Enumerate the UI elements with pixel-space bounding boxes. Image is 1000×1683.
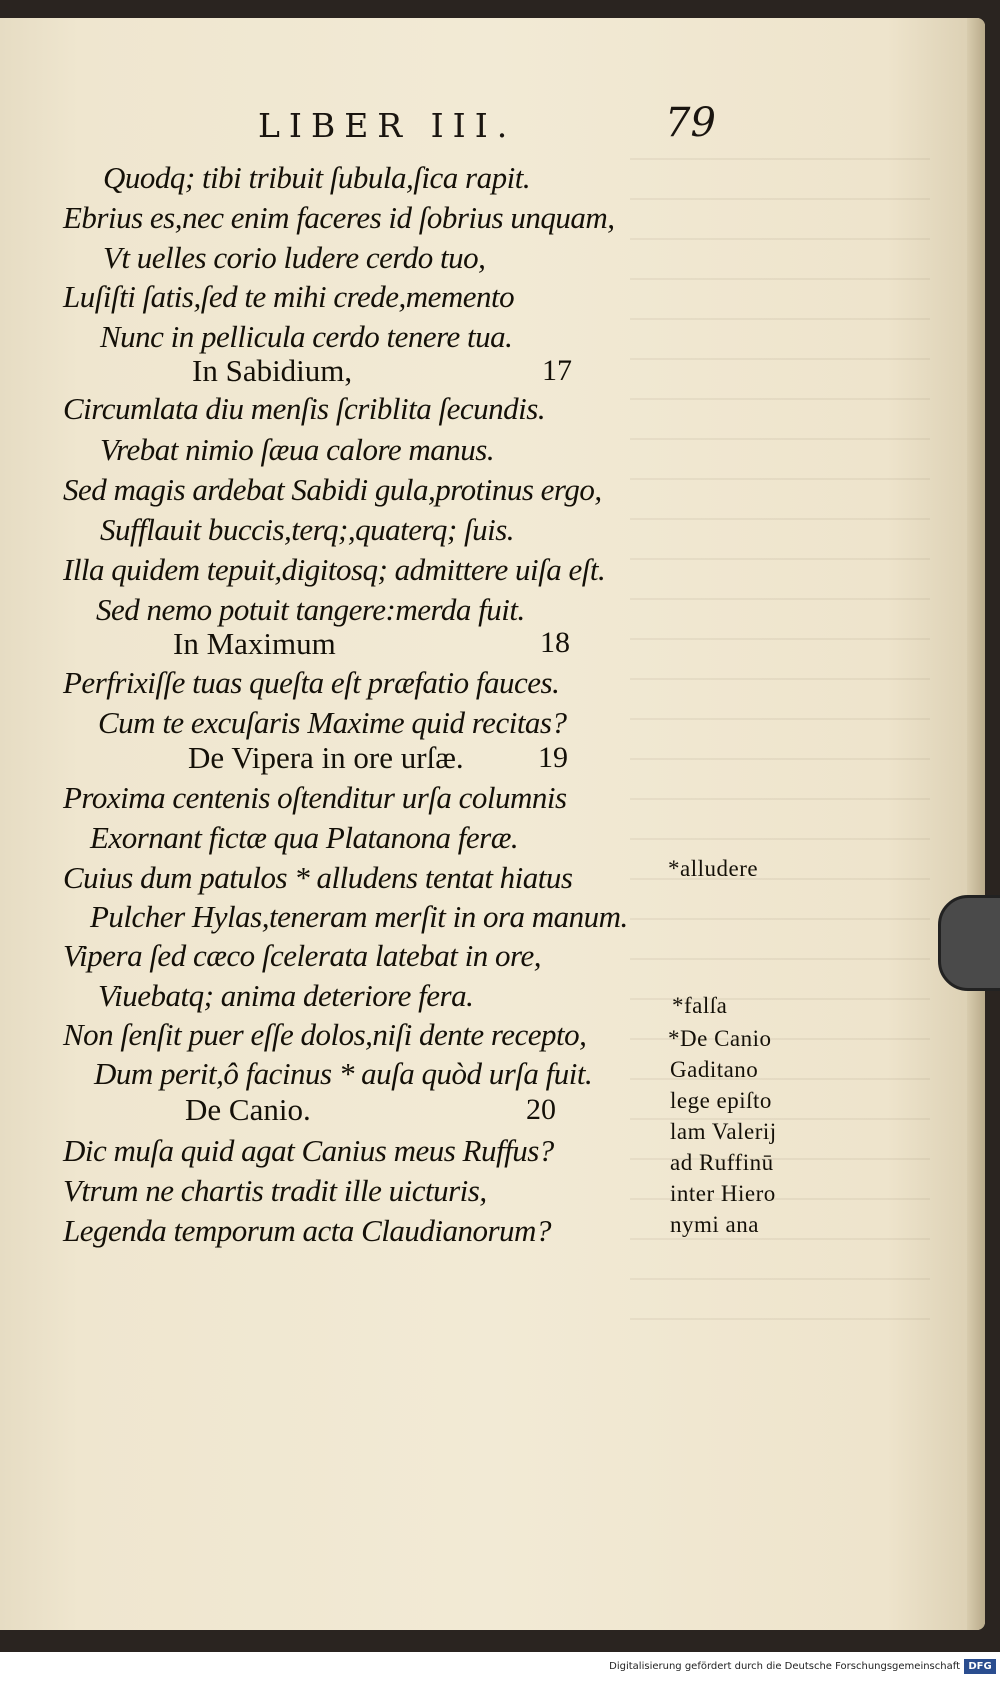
margin-note: inter Hiero	[670, 1181, 776, 1206]
text-line: Legenda temporum acta Claudianorum?	[63, 1213, 551, 1248]
epigram-title: De Canio.	[185, 1092, 311, 1127]
margin-note: ad Ruffinū	[670, 1150, 774, 1175]
epigram-title: In Sabidium,	[192, 353, 353, 388]
show-through	[630, 128, 930, 1328]
margin-note: *alludere	[668, 856, 759, 881]
margin-note: *falſa	[672, 993, 728, 1018]
footer-bar	[0, 1652, 1000, 1683]
page-header	[0, 100, 1000, 156]
epigram-title: De Vipera in ore urſæ.	[188, 740, 464, 775]
text-line: Vrebat nimio ſæua calore manus.	[100, 432, 495, 467]
book-page	[0, 18, 985, 1630]
epigram-number: 17	[542, 354, 572, 387]
running-head: LIBER III.	[258, 106, 517, 145]
margin-note: nymi ana	[670, 1212, 759, 1237]
margin-note: *De Canio	[668, 1026, 772, 1051]
text-line: Viuebatq; anima deteriore fera.	[98, 978, 474, 1013]
text-line: Sed nemo potuit tangere:merda fuit.	[96, 592, 525, 627]
epigram-number: 18	[540, 626, 570, 659]
text-line: Illa quidem tepuit,digitosq; admittere uiſa eſt.	[63, 552, 606, 587]
text-line: Dum perit,ô facinus * auſa quòd urſa fuit.	[94, 1056, 593, 1091]
funding-credit: Digitalisierung gefördert durch die Deutsche Forschungsgemeinschaft	[609, 1661, 960, 1672]
text-line: Perfrixiſſe tuas queſta eſt præfatio fauces.	[63, 665, 560, 700]
text-line: Circumlata diu menſis ſcriblita ſecundis.	[63, 391, 546, 426]
text-line: Luſiſti ſatis,ſed te mihi crede,memento	[63, 279, 515, 314]
text-line: Non ſenſit puer eſſe dolos,niſi dente recepto,	[63, 1017, 587, 1052]
page-number: 79	[665, 100, 716, 146]
text-line: Vt uelles corio ludere cerdo tuo,	[103, 240, 486, 275]
text-line: Sed magis ardebat Sabidi gula,protinus ergo,	[63, 472, 602, 507]
epigram-number: 20	[526, 1093, 556, 1126]
text-line: Nunc in pellicula cerdo tenere tua.	[100, 319, 513, 354]
book-clasp	[938, 895, 1000, 991]
page-edge	[967, 18, 985, 1630]
text-line: Dic muſa quid agat Canius meus Ruffus?	[63, 1133, 554, 1168]
text-line: Exornant fictæ qua Platanona feræ.	[90, 820, 519, 855]
epigram-title: In Maximum	[173, 626, 336, 661]
epigram-number: 19	[538, 741, 568, 774]
margin-note: Gaditano	[670, 1057, 759, 1082]
text-line: Vipera ſed cæco ſcelerata latebat in ore,	[63, 938, 541, 973]
margin-note: lam Valerij	[670, 1119, 777, 1144]
text-line: Pulcher Hylas,teneram merſit in ora manum.	[90, 899, 628, 934]
text-line: Cum te excuſaris Maxime quid recitas?	[98, 705, 567, 740]
margin-note: lege epiſto	[670, 1088, 772, 1113]
text-line: Ebrius es,nec enim faceres id ſobrius unquam,	[63, 200, 615, 235]
dfg-logo: DFG	[964, 1659, 996, 1674]
text-line: Cuius dum patulos * alludens tentat hiatus	[63, 860, 573, 895]
text-line: Vtrum ne chartis tradit ille uicturis,	[63, 1173, 487, 1208]
text-line: Quodq; tibi tribuit ſubula,ſica rapit.	[103, 160, 531, 195]
text-line: Proxima centenis oſtenditur urſa columnis	[63, 780, 567, 815]
text-line: Sufflauit buccis,terq;,quaterq; ſuis.	[100, 512, 515, 547]
